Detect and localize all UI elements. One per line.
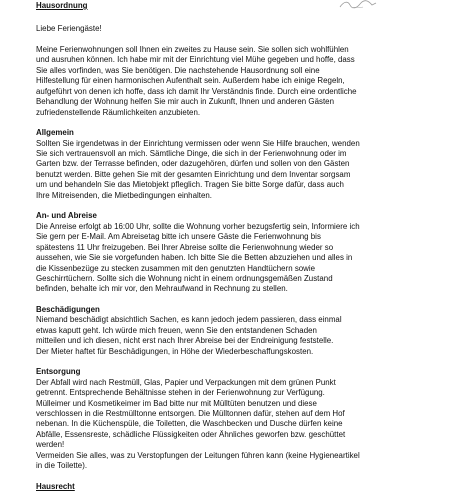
section-line: Sie sich vertrauensvoll an mich. Sämtliche Dinge, die sich in der Ferienwohnung oder im xyxy=(36,148,347,158)
intro-line: Meine Ferienwohnungen soll Ihnen ein zweites zu Hause sein. Sie sollen sich wohlfühlen xyxy=(36,44,349,54)
section-line: Ihre Mitreisenden, die Mietbedingungen einhalten. xyxy=(36,190,213,200)
section-line: befinden, behalte ich mir vor, den Mehraufwand in Rechnung zu stellen. xyxy=(36,284,288,294)
section-line: Der Abfall wird nach Restmüll, Glas, Papier und Verpackungen mit dem grünen Punkt xyxy=(36,377,336,387)
document-title: Hausordnung xyxy=(36,1,88,10)
intro-line: zufriedenstellende Räumlichkeiten anzubieten. xyxy=(36,107,201,117)
intro-line: Sie alles vorfinden, was Sie benötigen. Die nachstehende Hausordnung soll eine xyxy=(36,65,320,75)
section-line: Vermeiden Sie alles, was zu Verstopfungen der Leitungen führen kann (keine Hygieneartikel xyxy=(36,450,360,460)
section-line: mitteilen und ich diesen, nicht erst nach Ihrer Abreise bei der Endreinigung feststelle. xyxy=(36,336,334,346)
section-body-an-und-abreise xyxy=(36,222,436,295)
section-line: spätestens 11 Uhr freizugeben. Bei Ihrer Abreise sollte die Ferienwohnung wieder so xyxy=(36,242,334,252)
greeting: Liebe Feriengäste! xyxy=(36,24,102,34)
section-line: Sollten Sie irgendetwas in der Einrichtung vermissen oder wenn Sie Hilfe brauchen, wenden xyxy=(36,138,360,148)
section-line: Abfälle, Essensreste, schädliche Flüssigkeiten oder Ähnliches geworfen bzw. geschüttet xyxy=(36,429,346,439)
section-line: getrennt. Entsprechende Behältnisse stehen in der Ferienwohnung zur Verfügung. xyxy=(36,388,325,398)
intro-line: Hilfestellung für einen harmonischen Aufenthalt sein. Außerdem habe ich einige Regeln, xyxy=(36,76,345,86)
section-line: in die Toilette). xyxy=(36,461,88,471)
intro-line: und ausruhen können. Ich habe mir mit der Einrichtung viel Mühe gegeben und hoffe, dass xyxy=(36,55,355,65)
section-line: Die Anreise erfolgt ab 16:00 Uhr, sollte die Wohnung vorher bezugsfertig sein, Informiere ich xyxy=(36,221,360,231)
section-line: Geschirrtüchern. Sollte sich die Wohnung nicht in einem ordnungsgemäßen Zustand xyxy=(36,273,333,283)
section-line: benutzt werden. Bitte gehen Sie mit der gesamten Einrichtung und dem Inventar sorgsam xyxy=(36,169,351,179)
section-line: die Kissenbezüge zu stecken zusammen mit den genutzten Handtüchern sowie xyxy=(36,263,316,273)
section-line: werden! xyxy=(36,440,65,450)
section-line: Der Mieter haftet für Beschädigungen, in Höhe der Wiederbeschaffungskosten. xyxy=(36,346,314,356)
section-heading-beschaedigungen: Beschädigungen xyxy=(36,304,100,314)
section-body-entsorgung xyxy=(36,378,436,472)
section-line: Sie gern per E-Mail. Am Abreisetag bitte ich unsere Gäste die Ferienwohnung bis xyxy=(36,232,321,242)
section-line: verschlossen in die Restmülltonne entsorgen. Die Mülltonnen dafür, stehen auf dem Hof xyxy=(36,408,345,418)
section-line: Niemand beschädigt absichtlich Sachen, es kann jedoch jedem passieren, dass einmal xyxy=(36,315,342,325)
section-line: aussehen, wie Sie sie vorgefunden haben. Ich bitte Sie die Betten abzuziehen und alles in xyxy=(36,253,353,263)
section-heading-allgemein: Allgemein xyxy=(36,128,74,138)
section-line: etwas kaputt geht. Ich würde mich freuen, wenn Sie den entstandenen Schaden xyxy=(36,325,317,335)
section-body-beschaedigungen xyxy=(36,315,436,357)
section-heading-entsorgung: Entsorgung xyxy=(36,367,81,377)
intro-paragraph xyxy=(36,45,436,118)
intro-line: Behandlung der Wohnung helfen Sie mir auch in Zukunft, Ihnen und anderen Gästen xyxy=(36,97,334,107)
section-heading-hausrecht: Hausrecht xyxy=(36,481,75,491)
section-line: nebenan. In die Küchenspüle, die Toiletten, die Waschbecken und Dusche dürfen keine xyxy=(36,419,343,429)
section-body-allgemein xyxy=(36,139,436,202)
intro-line: aufgeführt von denen ich hoffe, dass ich damit Ihr Verständnis finde. Durch eine ordentliche xyxy=(36,86,357,96)
section-line: um und behandeln Sie das Mietobjekt pfleglich. Tragen Sie bitte Sorge dafür, dass auch xyxy=(36,180,344,190)
document-content xyxy=(36,1,436,492)
section-line: Mülleimer und Kosmetikeimer im Bad bitte nur mit Mülltüten benutzen und diese xyxy=(36,398,317,408)
section-line: Garten bzw. der Terrasse befinden, oder dazugehören, dürfen und sollen von den Gästen xyxy=(36,159,350,169)
section-heading-an-und-abreise: An- und Abreise xyxy=(36,211,97,221)
